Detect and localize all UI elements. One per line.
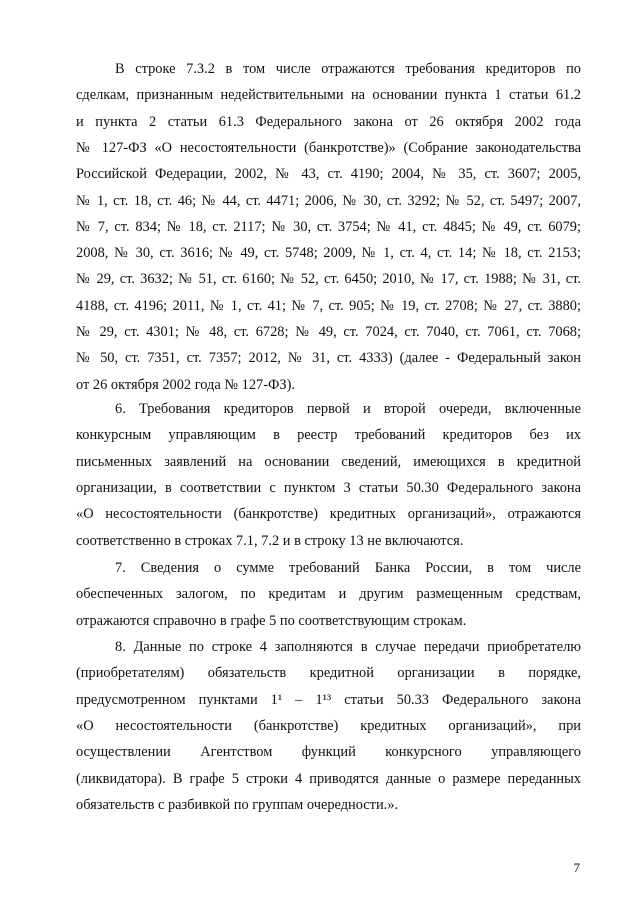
text-line: № 1, ст. 18, ст. 46; № 44, ст. 4471; 2006, № 30, ст. 3292; № 52, ст. 5497; 2007, xyxy=(76,192,581,209)
text-line: конкурсным управляющим в реестр требований кредиторов без их xyxy=(76,427,581,444)
text-line: «О несостоятельности (банкротстве) кредитных организаций», при xyxy=(76,717,581,734)
text-line: 8. Данные по строке 4 заполняются в случае передачи приобретателю xyxy=(115,639,581,655)
text-line: соответственно в строках 7.1, 7.2 и в строку 13 не включаются. xyxy=(76,532,464,549)
text-line: № 50, ст. 7351, ст. 7357; 2012, № 31, ст. 4333) (далее - Федеральный закон xyxy=(76,350,581,367)
text-line: 2008, № 30, ст. 3616; № 49, ст. 5748; 2009, № 1, ст. 4, ст. 14; № 18, ст. 2153; xyxy=(76,245,581,262)
text-line: № 29, ст. 3632; № 51, ст. 6160; № 52, ст. 6450; 2010, № 17, ст. 1988; № 31, ст. xyxy=(76,271,581,288)
text-line: 6. Требования кредиторов первой и второй очереди, включенные xyxy=(115,401,581,417)
text-line: и пункта 2 статьи 61.3 Федерального закона от 26 октября 2002 года xyxy=(76,113,581,130)
text-line: Российской Федерации, 2002, № 43, ст. 4190; 2004, № 35, ст. 3607; 2005, xyxy=(76,166,581,183)
text-line: от 26 октября 2002 года № 127-ФЗ). xyxy=(76,376,296,393)
text-line: (ликвидатора). В графе 5 строки 4 приводятся данные о размере переданных xyxy=(76,770,581,787)
text-line: отражаются справочно в графе 5 по соответствующим строкам. xyxy=(76,612,467,629)
text-line: № 7, ст. 834; № 18, ст. 2117; № 30, ст. 3754; № 41, ст. 4845; № 49, ст. 6079; xyxy=(76,218,581,235)
page-number: 7 xyxy=(573,860,580,875)
text-line: сделкам, признанным недействительными на основании пункта 1 статьи 61.2 xyxy=(76,87,581,104)
text-line: письменных заявлений на основании сведений, имеющихся в кредитной xyxy=(76,453,581,470)
text-line: предусмотренном пунктами 1¹ – 1¹³ статьи 50.33 Федерального закона xyxy=(76,691,581,708)
text-line: осуществлении Агентством функций конкурсного управляющего xyxy=(76,744,581,761)
text-line: организации, в соответствии с пунктом 3 статьи 50.30 Федерального закона xyxy=(76,479,581,496)
text-line: 7. Сведения о сумме требований Банка России, в том числе xyxy=(115,560,581,576)
text-line: 4188, ст. 4196; 2011, № 1, ст. 41; № 7, ст. 905; № 19, ст. 2708; № 27, ст. 3880; xyxy=(76,297,581,314)
text-line: (приобретателям) обязательств кредитной организации в порядке, xyxy=(76,665,581,682)
text-line: «О несостоятельности (банкротстве) кредитных организаций», отражаются xyxy=(76,506,581,523)
text-line: обеспеченных залогом, по кредитам и другим размещенным средствам, xyxy=(76,586,581,603)
text-line: В строке 7.3.2 в том числе отражаются требования кредиторов по xyxy=(115,61,581,77)
text-line: № 29, ст. 4301; № 48, ст. 6728; № 49, ст. 7024, ст. 7040, ст. 7061, ст. 7068; xyxy=(76,324,581,340)
text-line: № 127-ФЗ «О несостоятельности (банкротстве)» (Собрание законодательства xyxy=(76,139,581,156)
text-line: обязательств с разбивкой по группам очередности.». xyxy=(76,796,399,813)
